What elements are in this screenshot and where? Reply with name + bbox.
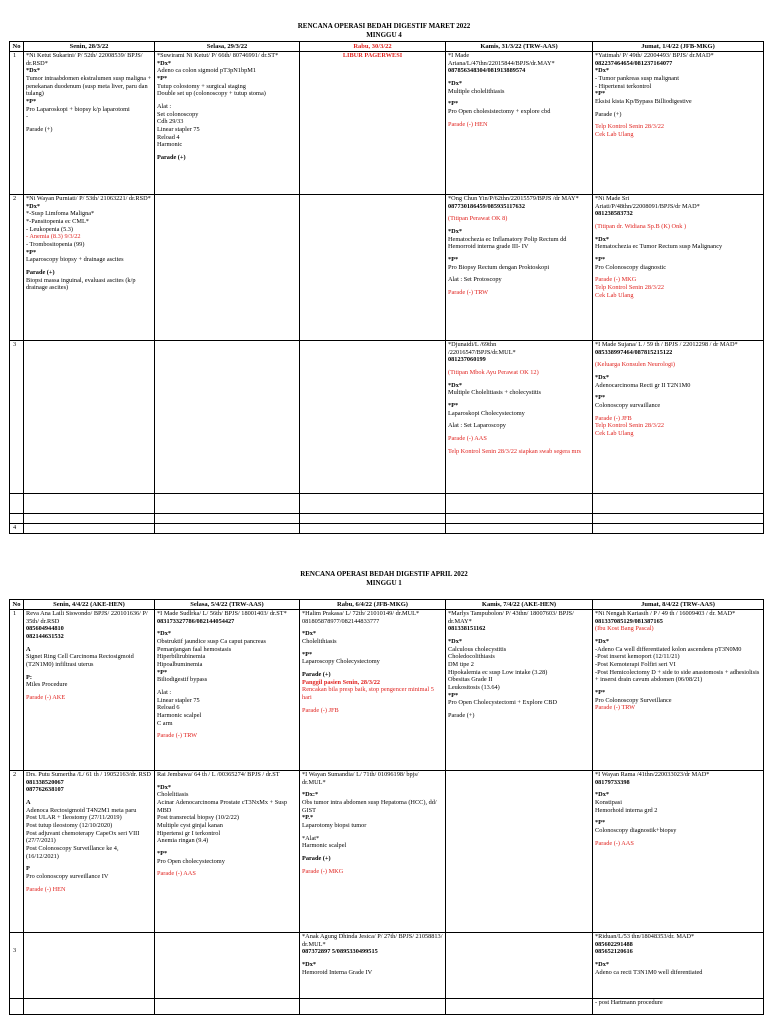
diagnosis: Adeno ca recti T3N1M0 well diferentiated xyxy=(595,968,703,976)
alat-label: Alat : xyxy=(157,103,172,111)
diagnosis: Hipoalbuminemia xyxy=(157,661,203,669)
cell-jumat xyxy=(593,195,764,341)
header-jumat: Jumat, 8/4/22 (TRW-AAS) xyxy=(593,600,764,610)
cell-kamis xyxy=(446,341,593,494)
p-label: *P* xyxy=(448,256,459,264)
diagnosis: - Tumor pankreas susp malignant xyxy=(595,75,679,83)
cell-senin xyxy=(24,195,155,341)
cell-rabu xyxy=(300,933,446,999)
diagnosis: DM tipe 2 xyxy=(448,661,474,669)
diagnosis: Multiple Cholelitiasis + cholecystitis xyxy=(448,389,541,397)
procedure: Double set up (colonoscopy + tutup stoma) xyxy=(157,90,266,98)
parade: Parade (-) AAS xyxy=(448,435,487,443)
diagnosis: Post transrectal biopsy (10/2/22) xyxy=(157,814,240,822)
dx-label: *Dx* xyxy=(595,961,609,969)
table-row xyxy=(10,610,764,771)
diagnosis: Hemoroid Interna Grade IV xyxy=(302,968,373,976)
header-selasa: Selasa, 5/4/22 (TRW-AAS) xyxy=(155,600,300,610)
table-row xyxy=(10,524,764,534)
titipan: (Keluarga Konsulen Neurologi) xyxy=(595,361,675,369)
cell-rabu xyxy=(300,610,446,771)
patient-id: *I Wayan Sumandia/ L/ 71th/ 01096198/ bpjs/ dr.MUL* xyxy=(302,771,419,786)
note: - post Hartmann procedure xyxy=(595,999,663,1006)
diagnosis: -Adeno Ca well differentiated kolon ascendens pT3N0M0 xyxy=(595,645,742,653)
table-row xyxy=(10,341,764,494)
cell-jumat xyxy=(593,771,764,933)
diagnosis: Hipokalemia ec susp Low intake (3.28) xyxy=(448,668,548,676)
april-subtitle: MINGGU 1 xyxy=(366,578,402,587)
procedure: Pro Colonoscopy diagnostic xyxy=(595,263,667,271)
diagnosis: Obstruktif jaundice susp Ca caput pancreas xyxy=(157,638,266,646)
dx-label: *Dx* xyxy=(302,961,316,969)
alat-label: *Alat* xyxy=(302,834,320,842)
phone: 085338997464/087815215122 xyxy=(595,348,673,356)
diagnosis: Konstipasi xyxy=(595,799,622,807)
diagnosis: Hematochezia ec Tumor Rectum susp Malignancy xyxy=(595,243,723,251)
procedure: Tutup colostomy + surgical staging xyxy=(157,82,246,90)
april-schedule-table xyxy=(9,599,764,1015)
dash: - xyxy=(26,113,29,121)
cell-rabu xyxy=(300,341,446,494)
phone: 083173327786/082144054427 xyxy=(157,617,235,625)
cell-senin xyxy=(24,610,155,771)
dx-label: *Dx* xyxy=(595,374,609,382)
rencana-note: Rencakan bila presp baik, stop pengencer minimal 5 hari xyxy=(302,686,434,702)
march-header-row xyxy=(10,42,764,52)
march-schedule-table xyxy=(9,41,764,534)
p-label: *P.* xyxy=(302,814,314,822)
header-no: No xyxy=(10,42,24,52)
cell-kamis xyxy=(446,933,593,999)
telp-kontrol: Telp Kontrol Senin 28/3/22 xyxy=(595,284,664,292)
cell-jumat xyxy=(593,52,764,195)
dx-label: *Dx* xyxy=(448,381,462,389)
telp-kontrol: Telp Kontrol Senin 28/3/22 siapkan swab segera mrs xyxy=(448,447,581,455)
titipan: (Ibu Kost Bang Pascal) xyxy=(595,625,654,633)
patient-id: *Yatimah/ P/ 49th/ 22004493/ BPJS/ dr.MAD* xyxy=(595,52,714,59)
table-row xyxy=(10,52,764,195)
alat-item: Linear stapler 75 xyxy=(157,696,200,704)
alat-item: C arm xyxy=(157,719,173,727)
dx-label: *Dx* xyxy=(595,67,609,75)
telp-kontrol: Telp Kontrol Senin 28/3/22 xyxy=(595,422,664,430)
procedure: Laparotomy biopsi tumor xyxy=(302,822,367,830)
titipan: (Titipan dr. Widiana Sp.B (K) Onk ) xyxy=(595,223,687,231)
diagnosis: -Post Hemicolectomy D + side to side anastomosis + adhesiolisis + insersi drain cavum abdomen (06/08/21) xyxy=(595,668,760,684)
table-row xyxy=(10,933,764,999)
diagnosis: - Leukopenia (5.3) xyxy=(26,225,74,233)
parade: Parade (-) MKG xyxy=(302,867,344,875)
p-label: *P* xyxy=(448,402,459,410)
parade: Parade (-) JFB xyxy=(302,706,339,714)
p-label: *P* xyxy=(302,650,313,658)
cell-rabu xyxy=(300,52,446,195)
diagnosis: Multiple cholelithiasis xyxy=(448,87,505,95)
phone: 08179733398 xyxy=(595,778,630,786)
cell-rabu xyxy=(300,771,446,933)
telp-kontrol: Telp Kontrol Senin 28/3/22 xyxy=(595,123,664,131)
parade: Parade (+) xyxy=(302,855,331,863)
header-rabu: Rabu, 6/4/22 (JFB-MKG) xyxy=(300,600,446,610)
patient-id: *I Made Sujana/ L / 59 th / BPJS / 22012298 / dr MAD* xyxy=(595,341,738,348)
p-label: *P* xyxy=(448,100,459,108)
alat-item: Harmonic scalpel xyxy=(302,842,347,850)
diagnosis: - Hipertensi terkontrol xyxy=(595,82,652,90)
patient-id: Reva Ana Laili Siswondo/ BPJS/ 220101636/ P/ 35th/ dr.RSD xyxy=(26,610,148,625)
patient-id: /22016547/BPJS/dr.MUL* xyxy=(448,348,516,356)
diagnosis: Leukositosis (13.64) xyxy=(448,684,500,692)
procedure: Pro Colonoscopy Surveillance xyxy=(595,696,672,704)
diagnosis: -Post inserst kemoport (12/11/21) xyxy=(595,653,680,661)
phone: 085602291488 xyxy=(595,940,633,948)
diagnosis: Pemanjangan faal hemostasis xyxy=(157,645,232,653)
alat-item: Linear stapler 75 xyxy=(157,126,200,134)
parade: Parade (-) TRW xyxy=(157,732,198,740)
diagnosis: -Post Kemoterapi Folfiri seri VI xyxy=(595,661,676,669)
row-number: 2 xyxy=(10,771,24,933)
cell-selasa xyxy=(155,771,300,933)
header-kamis: Kamis, 31/3/22 (TRW-AAS) xyxy=(446,42,593,52)
procedure: Pro colonoscopy surveillance IV xyxy=(26,873,109,881)
table-row xyxy=(10,771,764,933)
diagnosis: Acinar Adenocarcinoma Prostate cT3NxMx + Susp MBD xyxy=(157,799,287,814)
procedure: Pro Biopsy Rectum dengan Proktoskopi xyxy=(448,263,550,271)
diagnosis: Choledocolithiasis xyxy=(448,653,495,661)
cell-selasa xyxy=(155,610,300,771)
libur-label: LIBUR PAGERWESI xyxy=(342,52,403,59)
patient-id: *Riduan/L/53 thn/18048353/dr. MAD* xyxy=(595,933,695,940)
titipan: (Titipan Mbok Ayu Perawat OK 12) xyxy=(448,369,539,377)
row-number: 4 xyxy=(10,524,24,534)
diagnosis: - Trombositopenia (99) xyxy=(26,241,85,249)
phone: 081805878977/082144833777 xyxy=(302,617,380,625)
cek-lab: Cek Lab Ulang xyxy=(595,131,634,139)
procedure: Pro Open cholecystectomy xyxy=(157,857,225,865)
parade: Parade (-) AKE xyxy=(26,694,66,702)
dx-label: *Dx* xyxy=(26,202,40,210)
cell-rabu xyxy=(300,195,446,341)
header-senin: Senin, 28/3/22 xyxy=(24,42,155,52)
p-label: *P* xyxy=(595,689,606,697)
cek-lab: Cek Lab Ulang xyxy=(595,291,634,299)
diagnosis: Cholelithiasis xyxy=(302,638,337,646)
assessment: Post adjuvant chemoterapy CapeOx seri VIII (27/7/2021) xyxy=(26,829,140,845)
header-senin: Senin, 4/4/22 (AKE-HEN) xyxy=(24,600,155,610)
diagnosis: Tumor intraabdomen ekstralumen susp maligna + penekanan duodenum (susp meta liver, paru dan tulang) xyxy=(26,75,152,98)
parade: Parade (-) HEN xyxy=(26,885,66,893)
dx-label: *Dx* xyxy=(26,67,40,75)
procedure: Laparoskopi Cholecystectomy xyxy=(448,409,525,417)
phone: 082237464654/081237164077 xyxy=(595,59,673,67)
assessment: Signet Ring Cell Carcinoma Rectosigmoid (T2N1M0) infiltrasi uterus xyxy=(26,653,134,669)
alat-item: Harmonic scalpel xyxy=(157,712,202,720)
parade: Parade (-) TRW xyxy=(595,704,636,712)
dx-label: *Dx* xyxy=(595,235,609,243)
p-label: *P* xyxy=(26,248,37,256)
p-label: *P* xyxy=(595,90,606,98)
patient-id: Rai Jembawa/ 64 th / L /00365274/ BPJS / dr.ST xyxy=(157,771,280,778)
phone: 087372897 5/0895330499515 xyxy=(302,948,378,956)
dx-label: *Dx* xyxy=(302,630,316,638)
cell-jumat xyxy=(593,341,764,494)
row-number: 1 xyxy=(10,52,24,195)
patient-id: *Ni Nengah Kariasih / P / 49 th / 16009403 / dr. MAD* xyxy=(595,610,736,617)
alat-item: Reload 6 xyxy=(157,704,180,712)
cell-kamis xyxy=(446,52,593,195)
april-header-row xyxy=(10,600,764,610)
diagnosis: Hemorhoid interna grd 2 xyxy=(595,806,658,814)
dx-label: *Dx* xyxy=(157,630,171,638)
patient-id: *Suwirami Ni Ketut/ P/ 66th/ 80746991/ dr.ST* xyxy=(157,52,279,59)
patient-id: *I Made Sudlrka/ L/ 56th/ BPJS/ 18001403/ dr.ST* xyxy=(157,610,287,617)
dx-label: *Dx* xyxy=(595,791,609,799)
parade: Parade (-) HEN xyxy=(448,120,488,128)
phone: 082144631532 xyxy=(26,633,64,641)
diagnosis: Hematochezia ec Inflamatory Polip Rectum dd Hemorroid interna grade III- IV xyxy=(448,235,567,251)
patient-id: *Ong Chun Yin/P/62thn/22015579/BPJS /dr MAY* xyxy=(448,195,579,202)
procedure: Pro Open cholesistectomy + explore cbd xyxy=(448,108,551,116)
panggil-pasien: Panggil pasien Senin, 28/3/22 xyxy=(302,678,381,686)
procedure: Colonoscopy diagnostik+biopsy xyxy=(595,827,677,835)
cell-senin xyxy=(24,52,155,195)
p-label: *P* xyxy=(26,98,37,106)
cell-selasa xyxy=(155,52,300,195)
row-number: 1 xyxy=(10,610,24,771)
p-label: *P* xyxy=(157,75,168,83)
march-title-text: RENCANA OPERASI BEDAH DIGESTIF MARET 2022 xyxy=(297,22,471,30)
diagnosis: Obs tumor intra abdomen susp Hepatoma (HCC), dd/ GIST xyxy=(302,799,437,814)
phone: 081338151162 xyxy=(448,625,486,633)
diagnosis: Cholelitiasis xyxy=(157,791,189,799)
patient-name: *Djunaidi/L /69thn xyxy=(448,341,497,348)
phone: 087730186459/085935117632 xyxy=(448,202,525,210)
parade: Parade (+) xyxy=(595,110,622,118)
procedure: Eksisi kista Kp/Bypass Billiodigestive xyxy=(595,98,692,106)
a-label: A xyxy=(26,645,31,653)
diagnosis: - Anemia (8.3) 9/3/22 xyxy=(26,233,81,241)
procedure: Biliodigestif bypass xyxy=(157,676,208,684)
procedure: Pro Laparoskopi + biopsy k/p laparotomi xyxy=(26,105,130,113)
procedure: Laparoscopy Cholecystectomy xyxy=(302,658,380,666)
header-jumat: Jumat, 1/4/22 (JFB-MKG) xyxy=(593,42,764,52)
dx-label: *Dx* xyxy=(157,59,171,67)
phone: 081338520067 xyxy=(26,778,64,786)
patient-name: *Ni Made Sri xyxy=(595,195,630,202)
phone: 081238583732 xyxy=(595,210,633,218)
april-title-text: RENCANA OPERASI BEDAH DIGESTIF APRIL 2022 xyxy=(300,570,468,578)
parade: Parade (-) AAS xyxy=(157,870,196,878)
cell-selasa xyxy=(155,933,300,999)
patient-id: Drs. Putu Sumertha /L/ 61 th / 19052163/dr. RSD xyxy=(26,771,151,778)
alat-item: Reload 4 xyxy=(157,133,180,141)
dx-label: *Dx* xyxy=(157,783,171,791)
cell-kamis xyxy=(446,195,593,341)
assessment: Post ULAR + Ileostomy (27/11/2019) xyxy=(26,814,122,822)
diagnosis: *-Pansitopenia ec CML* xyxy=(26,218,89,226)
diagnosis: Adenocarcinoma Recti gr II T2N1M0 xyxy=(595,381,691,389)
diagnosis: Hipertensi gr I terkontrol xyxy=(157,829,221,837)
row-number: 2 xyxy=(10,195,24,341)
cell-senin xyxy=(24,771,155,933)
table-row xyxy=(10,195,764,341)
parade: Parade (-) TRW xyxy=(448,289,489,297)
diagnosis: Adeno ca colon sigmoid pT3pN1bpM1 xyxy=(157,67,256,75)
row-number: 3 xyxy=(10,341,24,494)
dx-label: *Dx* xyxy=(595,638,609,646)
header-kamis: Kamis, 7/4/22 (AKE-HEN) xyxy=(446,600,593,610)
diagnosis: Hiperbilirubinemia xyxy=(157,653,206,661)
march-subtitle: MINGGU 4 xyxy=(366,30,402,39)
cell-senin xyxy=(24,933,155,999)
cell-selasa xyxy=(155,195,300,341)
table-row-empty xyxy=(10,494,764,514)
parade: Parade (-) MKG xyxy=(595,276,637,284)
titipan: (Titipan Perawat OK 8) xyxy=(448,215,508,223)
phone: 085652120616 xyxy=(595,948,633,956)
assessment: Post tutup ileostomy (12/10/2020) xyxy=(26,822,113,830)
alat-label: Alat : xyxy=(157,689,172,697)
dx-label: *Dx* xyxy=(448,638,462,646)
parade: Parade (+) xyxy=(302,671,331,679)
patient-id: *Ni Ketut Sukarini/ P/ 52th/ 22008539/ BPJS/ dr.RSD* xyxy=(26,52,143,67)
phone: 087856348304/081913889574 xyxy=(448,67,526,75)
cell-jumat xyxy=(593,999,764,1015)
diagnosis: Calculous cholecystitis xyxy=(448,645,507,653)
alat-item: Set colonoscopy xyxy=(157,110,199,118)
alat-item: Cdh 29/33 xyxy=(157,118,184,126)
p-label: P xyxy=(26,865,30,873)
dx-label: *Dx:* xyxy=(302,791,319,799)
patient-id: *Ni Wayan Purniati/ P/ 53th/ 21063221/ dr.RSD* xyxy=(26,195,151,202)
note: Biopsi massa inguinal, evaluasi ascites (k/p drainage ascites) xyxy=(26,276,136,292)
assessment: Post Colonoscopy Surveillance ke 4, (16/12/2021) xyxy=(26,845,119,860)
parade: Parade (+) xyxy=(26,269,55,277)
procedure: Pro Open Cholecystectomi + Explore CBD xyxy=(448,699,558,707)
patient-id: Ariana/L/47thn/22015844/BPJS/dr.MAY* xyxy=(448,59,555,67)
header-rabu: Rabu, 30/3/22 xyxy=(300,42,446,52)
cell-kamis xyxy=(446,771,593,933)
procedure: Colonoscopy survaillance xyxy=(595,402,661,410)
table-row-empty xyxy=(10,514,764,524)
patient-id: *Anak Agung Dhinda Jesica/ P/ 27th/ BPJS/ 21058813/ dr.MUL* xyxy=(302,933,443,948)
patient-id: Ariati/P/48thn/22008091/BPJS/dr MAD* xyxy=(595,202,700,210)
p-label: P: xyxy=(26,673,32,681)
parade: Parade (+) xyxy=(448,712,475,720)
p-label: *P* xyxy=(595,256,606,264)
alat-item: Harmonic xyxy=(157,141,183,149)
patient-id: *Marlys Tampubolon/ P/ 43thn/ 18007603/ BPJS/ dr.MAY* xyxy=(448,610,574,625)
alat: Alat : Set Protoscopy xyxy=(448,276,502,284)
diagnosis: *-Susp Limfoma Maligna* xyxy=(26,210,95,218)
cell-jumat xyxy=(593,933,764,999)
header-no: No xyxy=(10,600,24,610)
phone: 087762638107 xyxy=(26,786,64,794)
april-title xyxy=(0,570,768,588)
parade: Parade (+) xyxy=(26,126,53,134)
patient-id: *I Wayan Rama /41thn/220033023/dr MAD* xyxy=(595,771,710,778)
parade: Parade (-) JFB xyxy=(595,414,632,422)
p-label: *P* xyxy=(157,850,168,858)
p-label: *P* xyxy=(157,668,168,676)
dx-label: *Dx* xyxy=(448,80,462,88)
cell-senin xyxy=(24,341,155,494)
parade: Parade (+) xyxy=(157,154,186,162)
p-label: *P* xyxy=(595,819,606,827)
header-selasa: Selasa, 29/3/22 xyxy=(155,42,300,52)
march-title xyxy=(0,22,768,40)
p-label: *P* xyxy=(448,691,459,699)
procedure: Miles Procedure xyxy=(26,681,68,689)
a-label: A xyxy=(26,799,31,807)
dx-label: *Dx* xyxy=(448,228,462,236)
table-row-partial xyxy=(10,999,764,1015)
cell-kamis xyxy=(446,610,593,771)
alat: Alat : Set Laparoscopy xyxy=(448,422,506,430)
cell-jumat xyxy=(593,610,764,771)
p-label: *P* xyxy=(595,394,606,402)
cek-lab: Cek Lab Ulang xyxy=(595,430,634,438)
phone: 081337085129/081387165 xyxy=(595,617,663,625)
diagnosis: Multiple cyst ginjal kanan xyxy=(157,822,223,830)
procedure: Laparoscopy biopsy + drainage ascites xyxy=(26,256,124,264)
diagnosis: Anemia ringan (9.4) xyxy=(157,837,209,845)
assessment: Adenoca Rectosigmoid T4N2M1 meta paru xyxy=(26,806,137,814)
phone: 081237060199 xyxy=(448,356,486,364)
patient-name: *I Made xyxy=(448,52,470,59)
row-number: 3 xyxy=(10,933,24,999)
row-number xyxy=(10,999,24,1015)
parade: Parade (-) AAS xyxy=(595,839,634,847)
patient-id: *Halim Prakasa/ L/ 72th/ 21010149/ dr.MUL* xyxy=(302,610,420,617)
diagnosis: Obesitas Grade II xyxy=(448,676,493,684)
phone: 085604944810 xyxy=(26,625,64,633)
cell-selasa xyxy=(155,341,300,494)
